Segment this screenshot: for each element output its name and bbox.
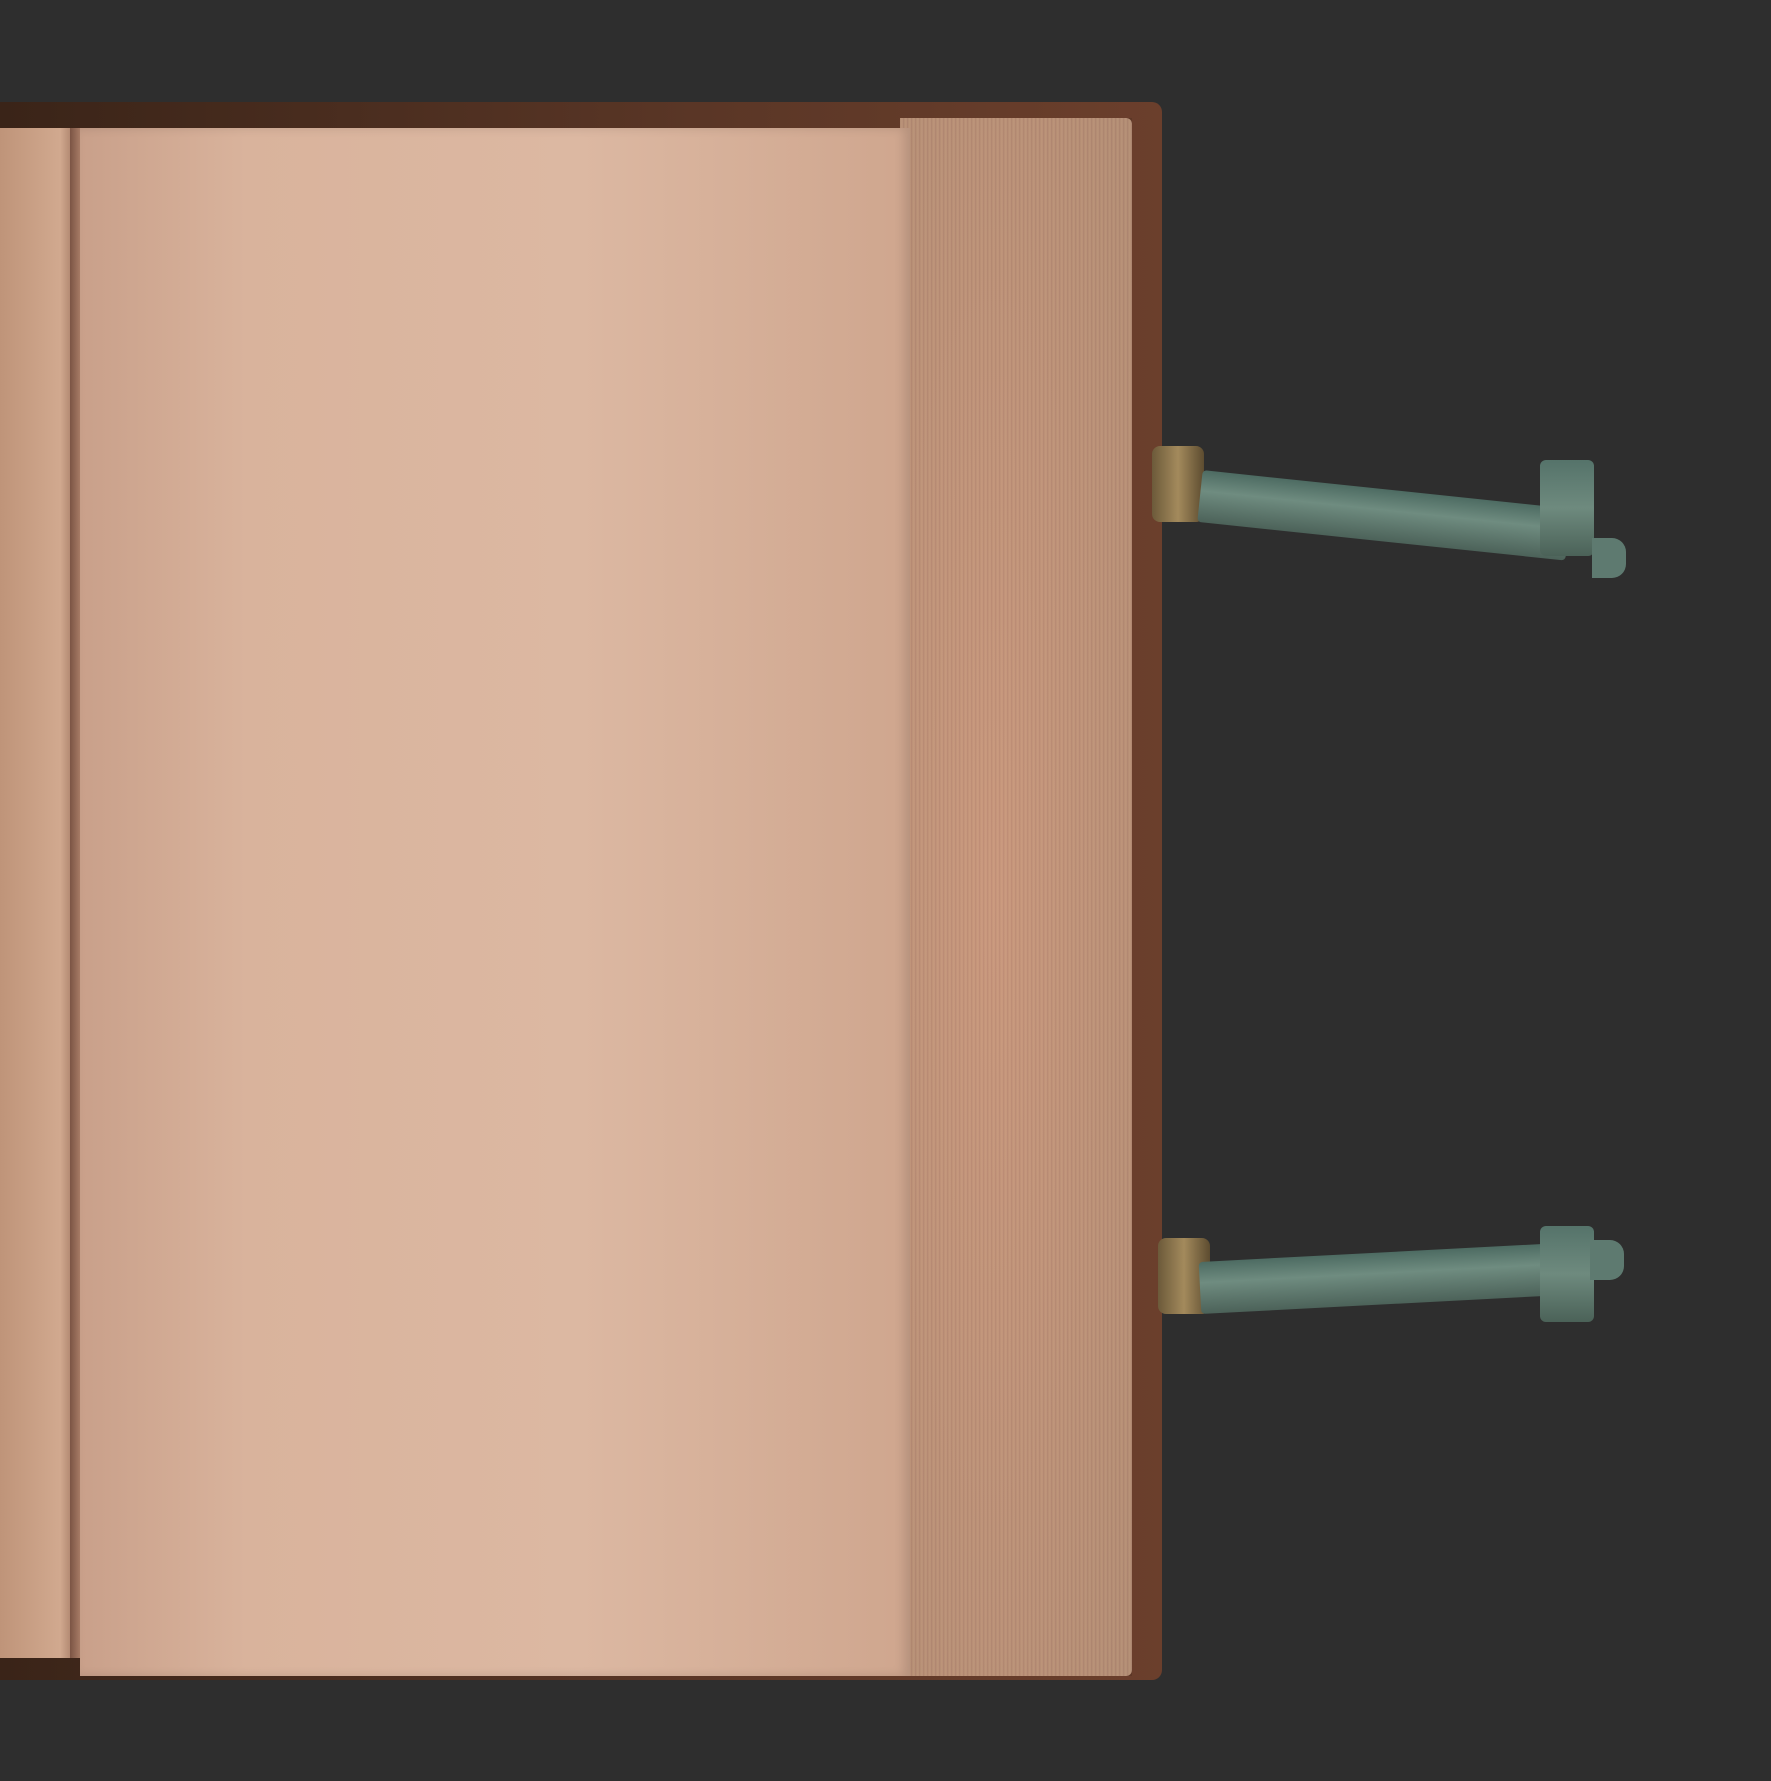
upper-clasp-end: [1540, 460, 1594, 556]
upper-clasp-hinge: [1152, 446, 1204, 522]
upper-clasp-tip: [1592, 538, 1626, 578]
lower-clasp-tip: [1590, 1240, 1624, 1280]
right-page: [80, 128, 910, 1676]
left-page: [0, 128, 75, 1658]
lower-clasp-strap: [1199, 1243, 1561, 1314]
page-block-edge: [900, 118, 1132, 1676]
upper-clasp-strap: [1197, 470, 1570, 560]
lower-clasp-end: [1540, 1226, 1594, 1322]
